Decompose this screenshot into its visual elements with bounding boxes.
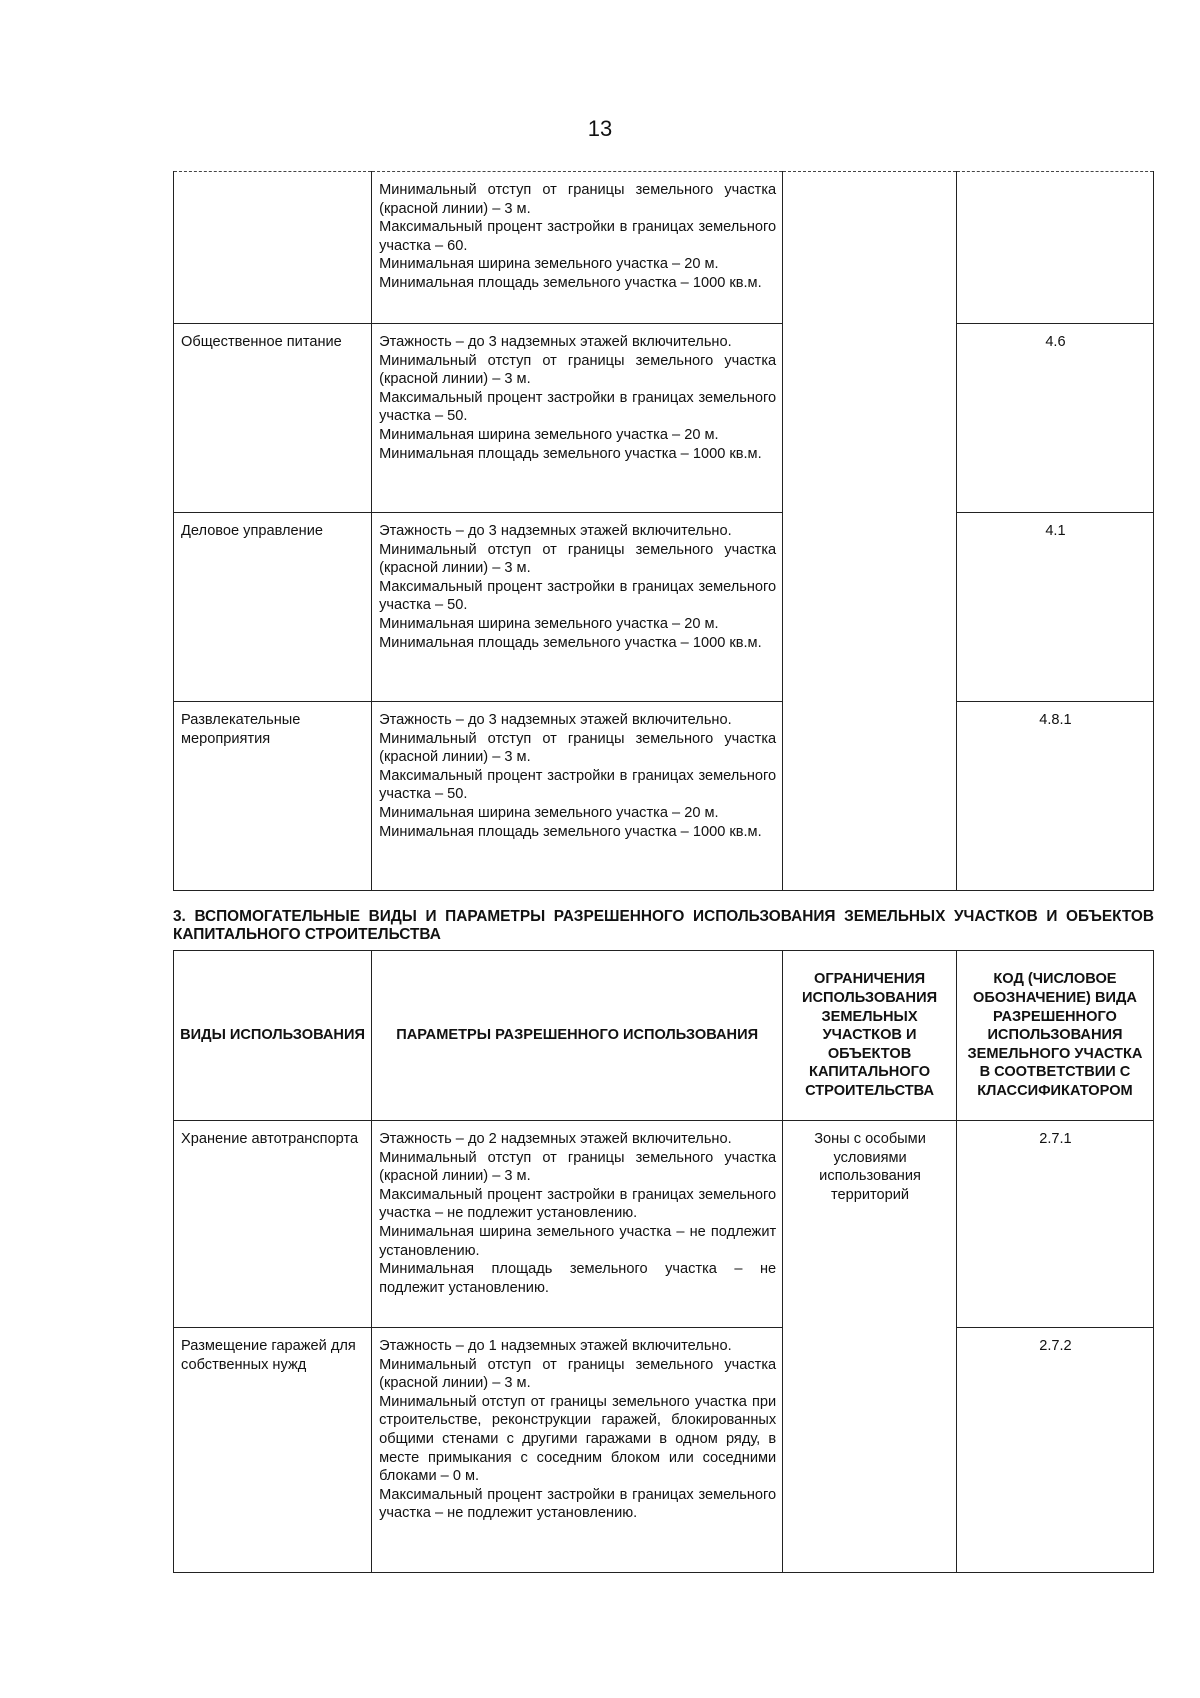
param-line: Минимальная площадь земельного участка – 1000 кв.м. xyxy=(379,445,762,462)
param-line: Этажность – до 1 надземных этажей включительно. xyxy=(379,1338,732,1354)
use-type-cell: Деловое управление xyxy=(174,513,372,702)
params-cell xyxy=(372,1328,783,1573)
header-params: ПАРАМЕТРЫ РАЗРЕШЕННОГО ИСПОЛЬЗОВАНИЯ xyxy=(372,951,783,1121)
param-line: Минимальная ширина земельного участка – 20 м. xyxy=(379,804,719,821)
page-number: 13 xyxy=(587,116,613,141)
use-type-cell xyxy=(174,172,372,324)
param-line: Этажность – до 3 надземных этажей включительно. xyxy=(379,523,732,539)
params-cell xyxy=(372,324,783,513)
param-line: Максимальный процент застройки в границах земельного участка – не подлежит установлению. xyxy=(379,1486,777,1522)
param-line: Минимальный отступ от границы земельного участка (красной линии) – 3 м. xyxy=(379,1149,777,1185)
table-row xyxy=(174,1121,1154,1328)
params-cell xyxy=(372,1121,783,1328)
param-line: Максимальный процент застройки в границах земельного участка – 60. xyxy=(379,219,777,254)
param-line: Минимальная ширина земельного участка – 20 м. xyxy=(379,256,719,273)
param-line: Минимальный отступ от границы земельного участка (красной линии) – 3 м. xyxy=(379,1356,777,1392)
code-cell xyxy=(956,172,1153,324)
param-line: Этажность – до 3 надземных этажей включительно. xyxy=(379,334,732,350)
use-type-cell: Хранение автотранспорта xyxy=(174,1121,372,1328)
restrictions-cell xyxy=(783,172,957,891)
param-line: Минимальный отступ от границы земельного участка (красной линии) – 3 м. xyxy=(379,730,777,766)
table-row xyxy=(174,1328,1154,1573)
param-line: Максимальный процент застройки в границах земельного участка – 50. xyxy=(379,578,777,614)
params-cell xyxy=(372,172,783,324)
param-line: Максимальный процент застройки в границах земельного участка – не подлежит установлению. xyxy=(379,1186,777,1222)
params-cell xyxy=(372,513,783,702)
param-line: Этажность – до 3 надземных этажей включительно. xyxy=(379,712,732,728)
header-use-type: ВИДЫ ИСПОЛЬЗОВАНИЯ xyxy=(174,951,372,1121)
code-cell: 4.6 xyxy=(956,324,1153,513)
param-line: Минимальная площадь земельного участка – 1000 кв.м. xyxy=(379,634,762,651)
param-line: Минимальная площадь земельного участка – 1000 кв.м. xyxy=(379,823,762,840)
params-cell xyxy=(372,702,783,891)
header-code: КОД (ЧИСЛОВОЕ ОБОЗНАЧЕНИЕ) ВИДА РАЗРЕШЕННОГО ИСПОЛЬЗОВАНИЯ ЗЕМЕЛЬНОГО УЧАСТКА В СООТВЕТСТВИИ С КЛАССИФИКАТОРОМ xyxy=(956,951,1153,1121)
param-line: Минимальный отступ от границы земельного участка (красной линии) – 3 м. xyxy=(379,541,777,577)
param-line: Минимальный отступ от границы земельного участка (красной линии) – 3 м. xyxy=(379,352,777,388)
table-row xyxy=(174,172,1154,324)
restrictions-cell: Зоны с особыми условиями использования территорий xyxy=(783,1121,957,1573)
code-cell: 4.1 xyxy=(956,513,1153,702)
param-line: Максимальный процент застройки в границах земельного участка – 50. xyxy=(379,767,777,803)
use-type-cell: Размещение гаражей для собственных нужд xyxy=(174,1328,372,1573)
param-line: Минимальная ширина земельного участка – 20 м. xyxy=(379,426,719,443)
table-header-row xyxy=(174,951,1154,1121)
param-line: Минимальная площадь земельного участка – 1000 кв.м. xyxy=(379,274,762,291)
use-type-cell: Общественное питание xyxy=(174,324,372,513)
section-title: 3. ВСПОМОГАТЕЛЬНЫЕ ВИДЫ И ПАРАМЕТРЫ РАЗРЕШЕННОГО ИСПОЛЬЗОВАНИЯ ЗЕМЕЛЬНЫХ УЧАСТКОВ И ОБЪЕКТОВ КАПИТАЛЬНОГО СТРОИТЕЛЬСТВА xyxy=(173,908,1154,943)
code-cell: 2.7.2 xyxy=(956,1328,1153,1573)
param-line: Этажность – до 2 надземных этажей включительно. xyxy=(379,1131,732,1147)
table-row xyxy=(174,513,1154,702)
param-line: Минимальный отступ от границы земельного участка при строительстве, реконструкции гаражей, блокированных общими стенами с другими гаражами в одном ряду, в месте примыкания с соседним блоком или соседними блоками – 0 м. xyxy=(379,1393,777,1485)
param-line: Минимальная площадь земельного участка – не подлежит установлению. xyxy=(379,1261,777,1296)
code-cell: 4.8.1 xyxy=(956,702,1153,891)
use-type-cell: Развлекательные мероприятия xyxy=(174,702,372,891)
param-line: Минимальная ширина земельного участка – не подлежит установлению. xyxy=(379,1223,777,1259)
header-restrictions: ОГРАНИЧЕНИЯ ИСПОЛЬЗОВАНИЯ ЗЕМЕЛЬНЫХ УЧАСТКОВ И ОБЪЕКТОВ КАПИТАЛЬНОГО СТРОИТЕЛЬСТВА xyxy=(783,951,957,1121)
table-row xyxy=(174,324,1154,513)
zoning-table-continued xyxy=(173,171,1154,891)
param-line: Максимальный процент застройки в границах земельного участка – 50. xyxy=(379,389,777,425)
code-cell: 2.7.1 xyxy=(956,1121,1153,1328)
param-line: Минимальный отступ от границы земельного участка (красной линии) – 3 м. xyxy=(379,182,777,217)
param-line: Минимальная ширина земельного участка – 20 м. xyxy=(379,615,719,632)
auxiliary-uses-table xyxy=(173,950,1154,1573)
table-row xyxy=(174,702,1154,891)
